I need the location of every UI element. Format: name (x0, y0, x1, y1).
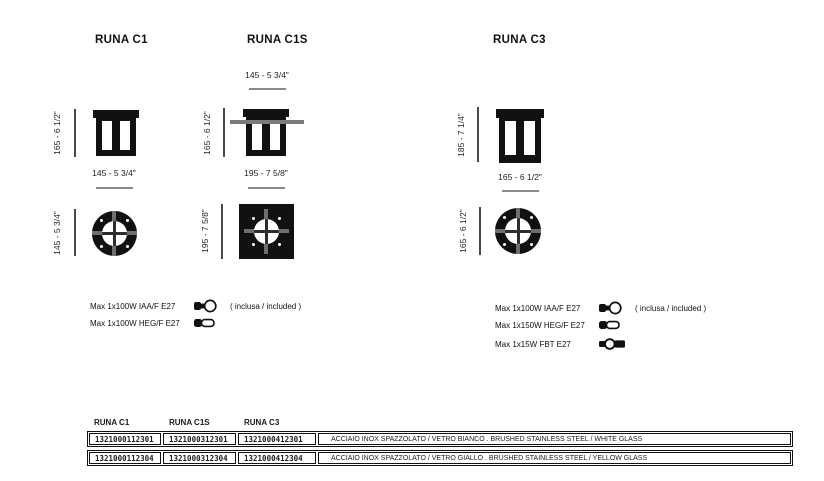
code-cell: 1321000412301 (238, 433, 316, 445)
c1s-front-width-dim-line (248, 187, 285, 189)
incandescent-bulb-icon (599, 301, 629, 315)
c3-lamp-body (499, 118, 541, 163)
c1s-screw-dot (278, 217, 281, 220)
c3-front-width-dim-line (502, 190, 539, 192)
c1-screw-dot (100, 219, 103, 222)
c1s-top-cap (243, 109, 289, 117)
c3-plan-view-circle (495, 208, 541, 254)
incandescent-bulb-icon (194, 299, 224, 313)
c3-screw-dot (530, 216, 533, 219)
description-cell: ACCIAIO INOX SPAZZOLATO / VETRO BIANCO . BRUSHED STAINLESS STEEL / WHITE GLASS (318, 433, 791, 445)
c1s-screw-dot (252, 243, 255, 246)
c1s-front-view (243, 109, 289, 156)
halogen-lamp-icon (599, 319, 629, 331)
c3-inner-cross-v (517, 218, 520, 244)
code-cell: 1321000112301 (89, 433, 161, 445)
c1-top-cap (93, 110, 139, 118)
c1s-mounting-plate (230, 120, 304, 124)
included-note: ( inclusa / included ) (635, 303, 707, 313)
description-cell: ACCIAIO INOX SPAZZOLATO / VETRO GIALLO . BRUSHED STAINLESS STEEL / YELLOW GLASS (318, 452, 791, 464)
lamp-spec-label: Max 1x15W FBT E27 (495, 339, 571, 349)
c3-front-width-label: 165 - 6 1/2" (498, 172, 542, 182)
c1s-front-height-dim-line (223, 108, 225, 157)
table-header-runa-c1: RUNA C1 (94, 418, 130, 427)
c3-front-height-label: 185 - 7 1/4" (456, 113, 466, 157)
c1-glass-pane-left (102, 121, 112, 150)
fluorescent-bulb-icon (599, 337, 629, 351)
c1s-glass-pane-right (270, 120, 280, 150)
c1-lamp-body (96, 118, 136, 156)
c1s-screw-dot (252, 217, 255, 220)
c1s-plan-dim-line (221, 204, 223, 259)
code-cell: 1321000412304 (238, 452, 316, 464)
c1s-diffuser-circle (254, 219, 279, 244)
lamp-spec-row (495, 319, 635, 331)
c3-front-height-dim-line (477, 107, 479, 162)
c1-plan-dim-label: 145 - 5 3/4" (52, 211, 62, 255)
lamp-spec-label: Max 1x150W HEG/F E27 (495, 320, 585, 330)
table-row (87, 431, 793, 447)
lamp-spec-label: Max 1x100W IAA/F E27 (495, 303, 581, 313)
c1s-inner-cross-v (265, 219, 268, 244)
lamp-spec-row (495, 337, 635, 351)
c3-screw-dot (503, 216, 506, 219)
c3-screw-dot (503, 243, 506, 246)
c1s-top-width-dim-line (249, 88, 286, 90)
lamp-spec-label: Max 1x100W HEG/F E27 (90, 318, 180, 328)
c1s-top-width-label: 145 - 5 3/4" (245, 70, 289, 80)
c1s-screw-dot (278, 243, 281, 246)
product-title-runa-c1: RUNA C1 (95, 34, 148, 46)
table-header-runa-c1s: RUNA C1S (169, 418, 210, 427)
c3-top-cap (496, 109, 544, 118)
product-title-runa-c3: RUNA C3 (493, 34, 546, 46)
c1-front-width-dim-line (96, 187, 133, 189)
c1s-glass-pane-left (252, 120, 262, 150)
table-header-runa-c3: RUNA C3 (244, 418, 280, 427)
c1s-front-height-label: 165 - 6 1/2" (202, 111, 212, 155)
c1s-front-width-label: 195 - 7 5/8" (244, 168, 288, 178)
product-title-runa-c1s: RUNA C1S (247, 34, 308, 46)
c3-glass-pane-right (524, 121, 535, 155)
lamp-spec-row (495, 301, 706, 315)
c1-inner-cross-v (113, 221, 116, 246)
c1-front-height-dim-line (74, 109, 76, 157)
code-cell: 1321000312301 (163, 433, 236, 445)
lamp-spec-row (90, 299, 301, 313)
lamp-spec-row (90, 317, 230, 329)
c1-screw-dot (126, 219, 129, 222)
code-cell: 1321000112304 (89, 452, 161, 464)
c1s-plan-view-square (239, 204, 294, 259)
c3-plan-dim-line (479, 207, 481, 255)
code-cell: 1321000312304 (163, 452, 236, 464)
c1s-plan-dim-label: 195 - 7 5/8" (200, 209, 210, 253)
halogen-lamp-icon (194, 317, 224, 329)
c1-front-view (93, 110, 139, 156)
c1-plan-view-circle (92, 211, 137, 256)
c1-front-width-label: 145 - 5 3/4" (92, 168, 136, 178)
lamp-spec-label: Max 1x100W IAA/F E27 (90, 301, 176, 311)
c1-glass-pane-right (120, 121, 130, 150)
table-header-row (87, 418, 793, 427)
c3-glass-pane-left (505, 121, 516, 155)
c1-screw-dot (126, 245, 129, 248)
table-row (87, 450, 793, 466)
c3-front-view (496, 109, 544, 163)
c1-screw-dot (100, 245, 103, 248)
products-table (87, 418, 793, 469)
c1-diffuser-circle (102, 221, 127, 246)
c3-plan-dim-label: 165 - 6 1/2" (458, 209, 468, 253)
included-note: ( inclusa / included ) (230, 301, 302, 311)
c1-plan-dim-line (74, 209, 76, 256)
c3-diffuser-circle (505, 218, 531, 244)
c3-screw-dot (530, 243, 533, 246)
c1-front-height-label: 165 - 6 1/2" (52, 111, 62, 155)
